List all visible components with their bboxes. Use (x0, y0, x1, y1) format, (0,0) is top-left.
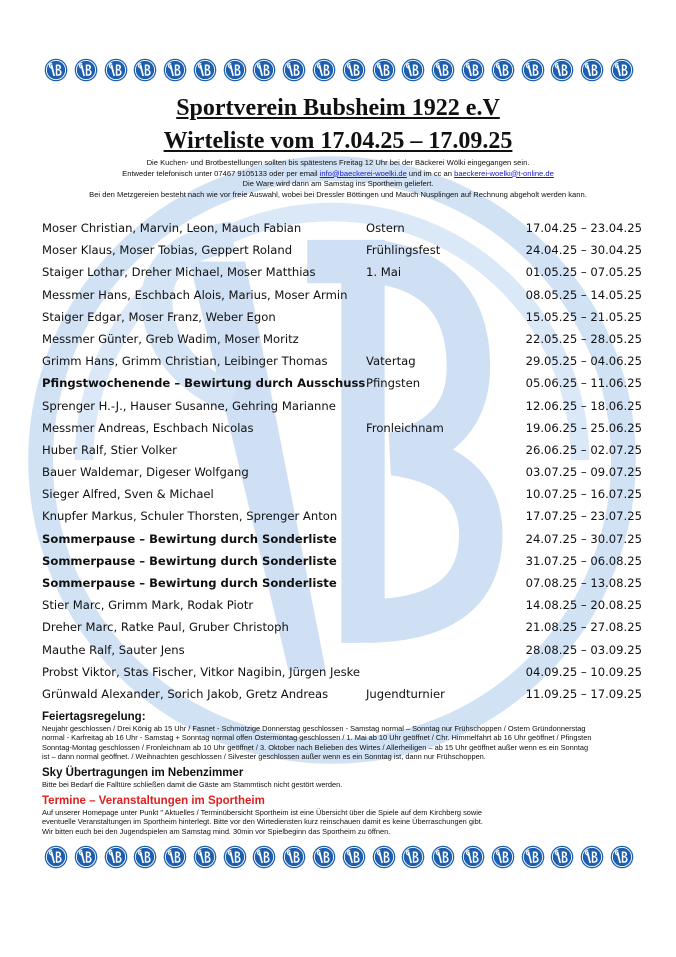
svb-logo-icon (401, 58, 425, 82)
schedule-row (42, 594, 642, 616)
schedule-dates: 29.05.25 – 04.06.25 (525, 354, 642, 369)
intro-cc-text: und im cc an (406, 168, 455, 178)
svb-logo-icon (610, 845, 634, 869)
events-heading: Termine – Veranstaltungen im Sportheim (42, 795, 265, 807)
svb-logo-icon (193, 58, 217, 82)
svb-logo-icon (580, 58, 604, 82)
email-link-info[interactable]: info@baeckerei-woelki.de (319, 168, 407, 178)
svb-logo-icon (44, 845, 68, 869)
svb-logo-icon (133, 845, 157, 869)
text-line: Sonntag-Montag geschlossen / Fronleichnam ab 10 Uhr geöffnet / 3. Oktober nach Belieben des Wirtes / Allerheiligen – ab 15 Uhr geöffnet außer wenn es ein Sonntag (42, 742, 589, 752)
schedule-event: Frühlingsfest (366, 243, 441, 258)
events-section (42, 795, 642, 836)
schedule-dates: 14.08.25 – 20.08.25 (525, 598, 642, 613)
svb-logo-icon (163, 845, 187, 869)
svb-logo-icon (312, 845, 336, 869)
schedule-row (42, 417, 642, 439)
schedule-row (42, 505, 642, 527)
schedule-name: Sommerpause – Bewirtung durch Sonderliste (42, 531, 337, 546)
schedule-dates: 07.08.25 – 13.08.25 (525, 576, 642, 590)
schedule-name: Messmer Andreas, Eschbach Nicolas (42, 420, 254, 435)
text-line: normal - Karfreitag ab 16 Uhr - Samstag + Sonntag normal offen Ostermontag geschlossen / 1. Mai ab 10 Uhr geöffnet / Chr. Himmelfahrt ab 16 Uhr geöffnet / Pfingsten (42, 733, 592, 743)
svb-logo-icon (282, 845, 306, 869)
intro-line-butcher: Bei den Metzgereien besteht nach wie vor freie Auswahl, wobei bei Dressler Böttingen und Mauch Nusplingen auf Rechnung abgeholt werden kann. (89, 190, 587, 199)
schedule-dates: 15.05.25 – 21.05.25 (525, 309, 642, 324)
svb-logo-icon (74, 58, 98, 82)
svb-logo-icon (461, 845, 485, 869)
schedule-name: Pfingstwochenende – Bewirtung durch Ausschuss (42, 376, 366, 391)
svb-logo-icon (163, 58, 187, 82)
schedule-dates: 04.09.25 – 10.09.25 (525, 664, 642, 679)
schedule-row (42, 372, 642, 394)
schedule-row (42, 239, 642, 261)
schedule-dates: 01.05.25 – 07.05.25 (525, 265, 642, 280)
sky-heading: Sky Übertragungen im Nebenzimmer (42, 767, 244, 779)
schedule-dates: 31.07.25 – 06.08.25 (525, 553, 642, 568)
svb-logo-icon (104, 58, 128, 82)
schedule-name: Grimm Hans, Grimm Christian, Leibinger Thomas (42, 354, 328, 369)
schedule-name: Stier Marc, Grimm Mark, Rodak Piotr (42, 598, 254, 613)
holiday-rules-section (42, 711, 642, 762)
svb-logo-icon (401, 845, 425, 869)
intro-line-contact (0, 169, 676, 180)
schedule-dates: 12.06.25 – 18.06.25 (525, 398, 642, 413)
schedule-dates: 24.07.25 – 30.07.25 (525, 531, 642, 546)
svb-logo-icon (223, 58, 247, 82)
schedule-name: Sommerpause – Bewirtung durch Sonderliste (42, 553, 337, 568)
schedule-name: Staiger Edgar, Moser Franz, Weber Egon (42, 309, 276, 324)
svb-logo-icon (104, 845, 128, 869)
svb-logo-icon (491, 845, 515, 869)
sky-section (42, 767, 642, 789)
schedule-name: Probst Viktor, Stas Fischer, Vitkor Nagibin, Jürgen Jeske (42, 664, 361, 679)
schedule-name: Staiger Lothar, Dreher Michael, Moser Matthias (42, 265, 316, 280)
schedule-name: Dreher Marc, Ratke Paul, Gruber Christoph (42, 620, 289, 635)
schedule-row (42, 683, 642, 705)
schedule-name: Knupfer Markus, Schuler Thorsten, Sprenger Anton (42, 509, 338, 524)
svb-logo-icon (431, 845, 455, 869)
text-line: Neujahr geschlossen / Drei König ab 15 Uhr / Fasnet - Schmotzige Donnerstag geschlossen - Samstag normal – Sonntag nur Frühschoppen / Ostern Gründonnerstag (42, 724, 586, 733)
schedule-dates: 05.06.25 – 11.06.25 (525, 376, 642, 391)
intro-line-delivery: Die Ware wird dann am Samstag ins Sportheim geliefert. (242, 179, 434, 188)
svb-logo-icon (252, 58, 276, 82)
schedule-row (42, 661, 642, 683)
svb-logo-icon (491, 58, 515, 82)
schedule-dates: 17.07.25 – 23.07.25 (525, 509, 642, 524)
schedule-name: Sieger Alfred, Sven & Michael (42, 487, 214, 502)
schedule-event: 1. Mai (366, 265, 402, 280)
schedule-name: Huber Ralf, Stier Volker (42, 442, 177, 457)
events-text (42, 808, 642, 836)
schedule-row (42, 395, 642, 417)
schedule-name: Messmer Hans, Eschbach Alois, Marius, Moser Armin (42, 287, 348, 302)
schedule-list (42, 217, 642, 705)
schedule-name: Mauthe Ralf, Sauter Jens (42, 642, 185, 657)
svb-logo-icon (431, 58, 455, 82)
schedule-row (42, 328, 642, 350)
logo-border-top (44, 58, 634, 84)
svb-logo-icon (282, 58, 306, 82)
schedule-name: Sommerpause – Bewirtung durch Sonderliste (42, 576, 337, 590)
schedule-name: Sprenger H.-J., Hauser Susanne, Gehring Marianne (42, 398, 336, 413)
svb-logo-icon (580, 845, 604, 869)
schedule-dates: 03.07.25 – 09.07.25 (525, 465, 642, 480)
sky-text (42, 780, 642, 789)
schedule-row (42, 284, 642, 306)
svb-logo-icon (461, 58, 485, 82)
list-title: Wirteliste vom 17.04.25 – 17.09.25 (163, 128, 513, 154)
schedule-dates: 24.04.25 – 30.04.25 (525, 243, 642, 258)
text-line: ist – dann normal geöffnet. / Weihnachten geschlossen / Silvester geschlossen außer wenn es ein Sonntag ist, dann nur Frühschoppen. (42, 752, 486, 762)
text-line: eventuelle Veranstaltungen im Sportheim hinterlegt. Bitte vor den Wirtediensten kurz reinschauen damit es keine Überraschungen gibt. (42, 817, 483, 827)
schedule-dates: 28.08.25 – 03.09.25 (525, 642, 642, 657)
schedule-row (42, 217, 642, 239)
svb-logo-icon (550, 58, 574, 82)
schedule-row (42, 639, 642, 661)
schedule-row (42, 528, 642, 550)
schedule-event: Ostern (366, 221, 405, 235)
schedule-row (42, 439, 642, 461)
schedule-dates: 11.09.25 – 17.09.25 (525, 686, 642, 701)
holiday-rules-text (42, 724, 642, 762)
schedule-dates: 10.07.25 – 16.07.25 (525, 487, 642, 502)
svb-logo-icon (372, 58, 396, 82)
schedule-row (42, 461, 642, 483)
schedule-row (42, 350, 642, 372)
schedule-dates: 26.06.25 – 02.07.25 (525, 442, 642, 457)
email-link-cc[interactable]: baeckerei-woelki@t-online.de (454, 168, 554, 178)
svb-logo-icon (193, 845, 217, 869)
text-line: Wir bitten euch bei den Jugendspielen am Samstag mind. 30min vor Spielbeginn das Sportheim zu öffnen. (42, 826, 391, 836)
schedule-row (42, 550, 642, 572)
svb-logo-icon (44, 58, 68, 82)
schedule-name: Bauer Waldemar, Digeser Wolfgang (42, 465, 249, 480)
svb-logo-icon (312, 58, 336, 82)
schedule-dates: 22.05.25 – 28.05.25 (525, 331, 642, 346)
svb-logo-icon (252, 845, 276, 869)
schedule-dates: 21.08.25 – 27.08.25 (525, 620, 642, 635)
schedule-dates: 17.04.25 – 23.04.25 (525, 221, 642, 235)
svb-logo-icon (223, 845, 247, 869)
club-title: Sportverein Bubsheim 1922 e.V (176, 95, 500, 121)
schedule-row (42, 616, 642, 638)
schedule-name: Messmer Günter, Greb Wadim, Moser Moritz (42, 331, 299, 346)
schedule-name: Moser Christian, Marvin, Leon, Mauch Fabian (42, 221, 302, 235)
svb-logo-icon (550, 845, 574, 869)
svb-logo-icon (372, 845, 396, 869)
schedule-name: Moser Klaus, Moser Tobias, Geppert Roland (42, 243, 293, 258)
schedule-row (42, 572, 642, 594)
svb-logo-icon (610, 58, 634, 82)
schedule-event: Vatertag (366, 354, 416, 369)
intro-line-bakery: Die Kuchen- und Brotbestellungen sollten bis spätestens Freitag 12 Uhr bei der Bäckerei Wölki eingegangen sein. (146, 158, 530, 167)
schedule-event: Pfingsten (366, 376, 421, 391)
svb-logo-icon (521, 845, 545, 869)
svb-logo-icon (521, 58, 545, 82)
svb-logo-icon (133, 58, 157, 82)
schedule-dates: 19.06.25 – 25.06.25 (525, 420, 642, 435)
schedule-dates: 08.05.25 – 14.05.25 (525, 287, 642, 302)
svb-logo-icon (74, 845, 98, 869)
schedule-row (42, 483, 642, 505)
svb-logo-icon (342, 845, 366, 869)
schedule-event: Jugendturnier (366, 686, 445, 701)
intro-contact-text: Entweder telefonisch unter 07467 9105133 oder per email (122, 168, 320, 178)
schedule-row (42, 306, 642, 328)
svb-logo-icon (342, 58, 366, 82)
holiday-rules-heading: Feiertagsregelung: (42, 711, 146, 723)
schedule-name: Grünwald Alexander, Sorich Jakob, Gretz Andreas (42, 686, 329, 701)
text-line: Bitte bei Bedarf die Falltüre schließen damit die Gäste am Stammtisch nicht gestört werden. (42, 780, 343, 789)
logo-border-bottom (44, 845, 634, 871)
schedule-row (42, 261, 642, 283)
schedule-event: Fronleichnam (366, 420, 444, 435)
text-line: Auf unserer Homepage unter Punkt " Aktuelles / Terminübersicht Sportheim ist eine Übersicht über die Spiele auf dem Kirchberg sowie (42, 808, 482, 817)
